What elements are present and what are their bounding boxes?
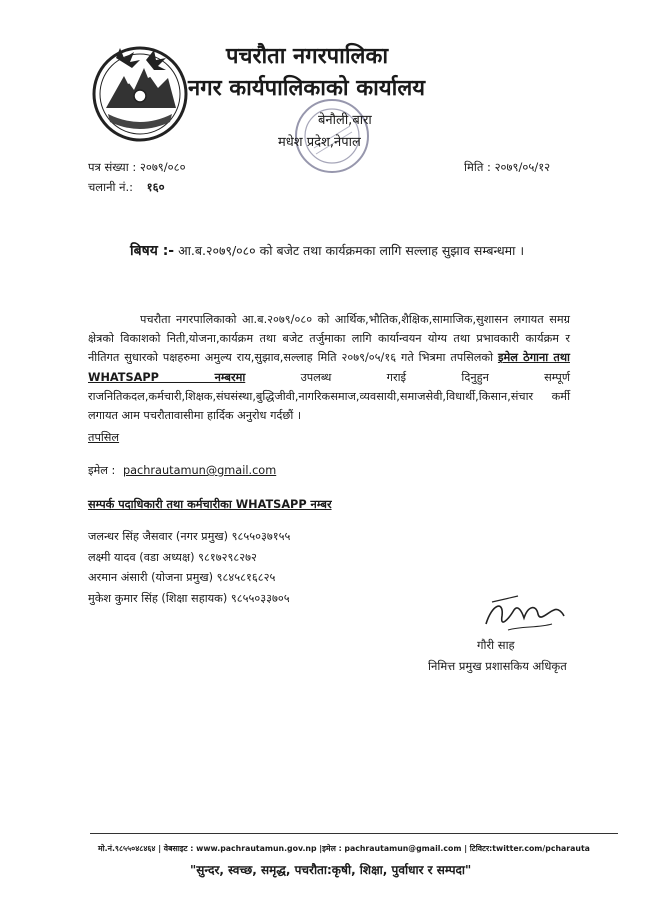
contacts-heading: सम्पर्क पदाधिकारी तथा कर्मचारीका WHATSAPP नम्बर (88, 498, 332, 511)
address-province: मधेश प्रदेश,नेपाल (278, 135, 361, 150)
letter-body (88, 310, 570, 425)
office-name: नगर कार्यपालिकाको कार्यालय (188, 76, 425, 101)
reference-number: पत्र संख्या : २०७९/०८० (88, 160, 186, 174)
signatory-title: निमित्त प्रमुख प्रशासकिय अधिकृत (428, 659, 567, 673)
signatory-name: गौरी साह (477, 638, 515, 652)
body-part1: पचरौता नगरपालिकाको आ.ब.२०७९/०८० को आर्थिक,भौतिक,शैक्षिक,सामाजिक,सुशासन लगायत समग्र क्षेत्रको विकाशको निती,योजना,कार्यक्रम तथा बजेट तर्जुमाका लागि कार्यान्वयन योग्य तथा प्रभावकारी कार्यक्रम र नीतिगत सुधारको पक्षहरुमा अमुल्य राय,सुझाव,सल्लाह मिति २०७९/०५/१६ गते भित्रमा तपसिलको (88, 313, 570, 365)
body-highlight: इमेल ठेगाना तथा WHATSAPP नम्बरमा (88, 351, 570, 384)
tapsil-heading: तपसिल (88, 431, 120, 444)
email-line (88, 463, 276, 478)
footer-contact-line: मो.नं.९८५५०४८४६४ | वेबसाइट : www.pachrautamun.gov.np |इमेल : pachrautamun@gmail.com | टिविटर:twitter.com/pcharauta (98, 844, 590, 853)
body-part2: उपलब्ध गराई दिनुहुन सम्पूर्ण राजनितिकदल,कर्मचारी,शिक्षक,संघसंस्था,बुद्धिजीवी,नागरिकसमाज,व्यवसायी,समाजसेवी,विधार्थी,किसान,संचार कर्मी लगायत आम पचरौतावासीमा हार्दिक अनुरोध गर्दछौं । (88, 370, 570, 423)
handwritten-signature-icon (478, 590, 568, 636)
contacts-list (88, 527, 290, 609)
subject-line (130, 241, 524, 260)
dispatch-number (88, 180, 165, 195)
email-label: इमेल : (88, 464, 116, 477)
dispatch-label: चलानी नं.: (88, 180, 134, 194)
letter-date: मिति : २०७९/०५/१२ (464, 160, 551, 174)
email-link[interactable]: pachrautamun@gmail.com (122, 464, 277, 477)
dispatch-value: १६० (146, 180, 165, 194)
footer-divider (90, 833, 618, 834)
contact-item: मुकेश कुमार सिंह (शिक्षा सहायक) ९८५५०३३७०५ (88, 591, 290, 605)
footer-slogan: "सुन्दर, स्वच्छ, समृद्ध, पचरौता:कृषी, शिक्षा, पुर्वाधार र सम्पदा" (190, 863, 472, 877)
contact-item: अरमान अंसारी (योजना प्रमुख) ९८४५८१६८२५ (88, 571, 276, 584)
municipality-name: पचरौता नगरपालिका (226, 44, 389, 69)
contact-item: जलन्धर सिंह जैसवार (नगर प्रमुख) ९८५५०३७१५५ (88, 530, 291, 543)
contact-item: लक्ष्मी यादव (वडा अध्यक्ष) ९८१७२९८२७२ (88, 550, 257, 564)
nepal-government-emblem-icon (86, 38, 194, 146)
subject-text: आ.ब.२०७९/०८० को बजेट तथा कार्यक्रमका लागि सल्लाह सुझाव सम्बन्धमा । (178, 243, 525, 258)
subject-label: बिषय :- (130, 243, 175, 259)
address-district: बेनौली,बारा (318, 113, 372, 128)
